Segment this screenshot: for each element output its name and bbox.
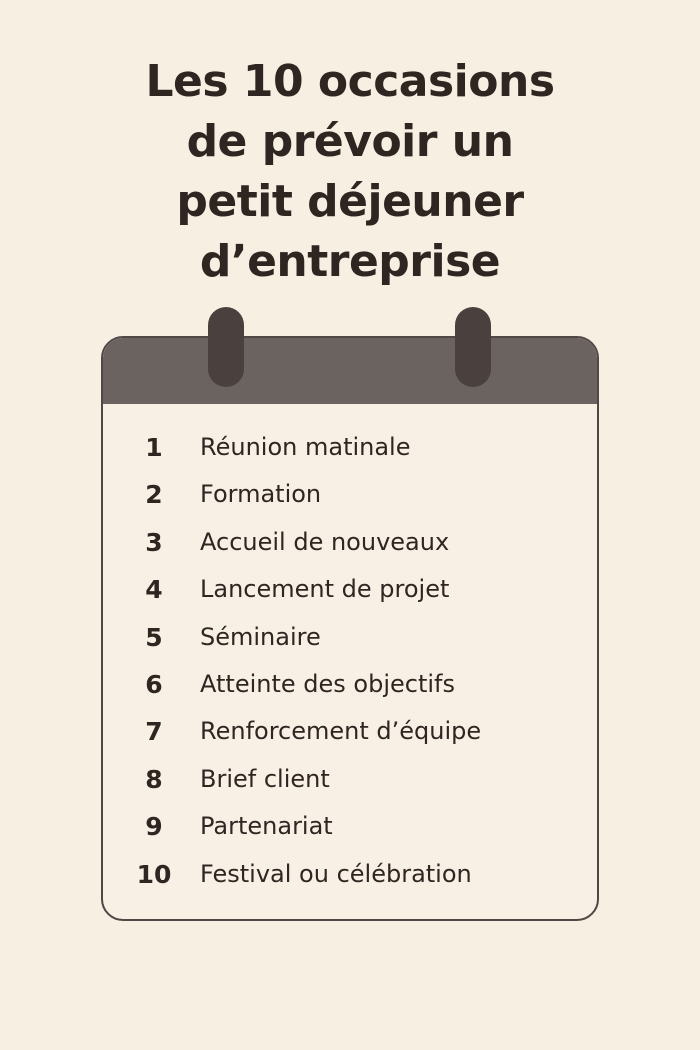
item-number: 6	[145, 669, 163, 699]
item-label: Séminaire	[200, 622, 321, 651]
item-label: Atteinte des objectifs	[200, 669, 455, 698]
item-label: Formation	[200, 480, 322, 509]
item-label: Renforcement d’équipe	[200, 717, 482, 746]
title-line-2: de prévoir un	[186, 116, 514, 167]
item-label: Lancement de projet	[200, 575, 450, 604]
calendar-ring-left	[208, 307, 244, 387]
item-number: 5	[145, 622, 163, 652]
item-label: Festival ou célébration	[200, 859, 472, 888]
list-item	[103, 519, 597, 566]
occasions-list	[103, 424, 597, 898]
list-item	[103, 424, 597, 471]
item-label: Réunion matinale	[200, 433, 411, 461]
list-item	[103, 471, 597, 518]
item-number: 9	[145, 812, 163, 842]
item-number: 3	[145, 527, 163, 557]
calendar-card	[101, 336, 599, 921]
page-title	[0, 52, 700, 292]
item-number: 7	[145, 717, 163, 747]
title-line-3: petit déjeuner	[176, 176, 524, 227]
item-label: Accueil de nouveaux	[200, 527, 450, 556]
list-item	[103, 614, 597, 661]
list-item	[103, 851, 597, 898]
item-number: 8	[145, 764, 163, 794]
list-item	[103, 803, 597, 850]
item-number: 2	[145, 480, 163, 510]
item-number: 10	[136, 859, 172, 889]
item-label: Brief client	[200, 764, 330, 793]
calendar-header-bar	[103, 338, 597, 404]
list-item	[103, 661, 597, 708]
item-number: 1	[145, 433, 163, 462]
list-item	[103, 566, 597, 613]
title-line-1: Les 10 occasions	[145, 56, 555, 107]
item-number: 4	[145, 575, 163, 605]
list-item	[103, 708, 597, 755]
title-line-4: d’entreprise	[199, 236, 501, 287]
list-item	[103, 756, 597, 803]
calendar-ring-right	[455, 307, 491, 387]
item-label: Partenariat	[200, 812, 333, 841]
